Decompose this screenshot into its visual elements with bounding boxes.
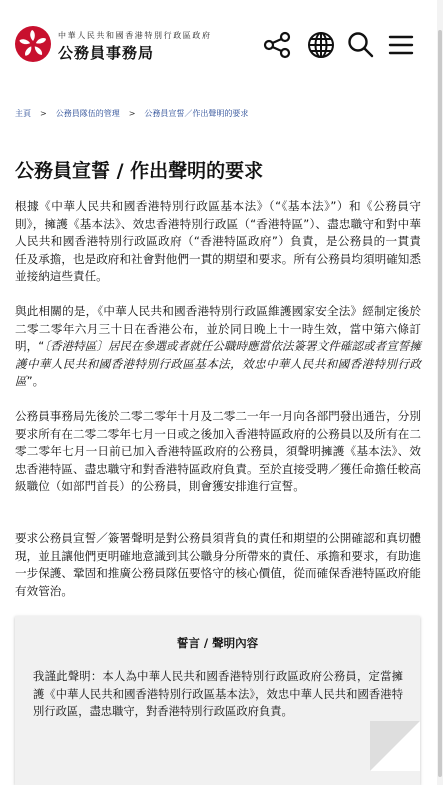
oath-content-box <box>15 616 420 785</box>
intro-paragraph: 根據《中華人民共和國香港特別行政區基本法》（“《基本法》”）和《公務員守則》，擁護《基本法》、效忠香港特別行政區（“香港特區”）、盡忠職守和對中華人民共和國香港特別行政區政府（“香港特區政府”）負責，是公務員的一貫責任及承擔，也是政府和社會對他們一貫的期望和要求。所有公務員均須明確知悉並接納這些責任。 <box>15 199 421 283</box>
breadcrumb-current-page-link[interactable]: 公務員宣誓／作出聲明的要求 <box>144 109 249 118</box>
breadcrumb-separator: > <box>40 109 47 118</box>
bureau-name[interactable]: 公務員事務局 <box>58 44 155 62</box>
breadcrumb-separator: > <box>128 109 136 118</box>
quoted-article-text: 〔香港特區〕居民在參選或者就任公職時應當依法簽署文件確認或者宣誓擁護中華人民共和國香港特別行政區基本法，效忠中華人民共和國香港特別行政區 <box>15 339 421 388</box>
page-title: 公務員宣誓 / 作出聲明的要求 <box>15 160 264 182</box>
bauhinia-icon <box>15 26 51 62</box>
purpose-paragraph: 要求公務員宣誓／簽署聲明是對公務員須背負的責任和期望的公開確認和真切體現，並且讓他們更明確地意識到其公職身分所帶來的責任、承擔和要求，有助進一步保護、鞏固和推廣公務員隊伍要恪守的核心價值，從而確保香港特區政府能有效管治。 <box>15 531 421 598</box>
paragraph-text-end: ”。 <box>26 374 45 388</box>
government-name: 中華人民共和國香港特別行政區政府 <box>58 31 212 40</box>
search-icon[interactable] <box>346 30 376 60</box>
hksar-emblem-logo[interactable] <box>15 26 51 62</box>
paragraph-text: 與此相關的是，《中華人民共和國香港特別行政區維護國家安全法》經制定後於二零二零年六月三十日在香港公布，並於同日晚上十一時生效，當中第六條訂明，“ <box>15 304 421 353</box>
breadcrumb-home-link[interactable]: 主頁 <box>15 109 31 118</box>
breadcrumb-civil-service-management-link[interactable]: 公務員隊伍的管理 <box>55 109 120 118</box>
globe-icon[interactable] <box>306 30 336 60</box>
breadcrumb <box>15 108 248 119</box>
site-header <box>0 0 437 88</box>
scrollbar-thumb[interactable] <box>438 30 442 777</box>
circulars-paragraph: 公務員事務局先後於二零二零年十月及二零二一年一月向各部門發出通告，分別要求所有在二零二零年七月一日或之後加入香港特區政府的公務員以及所有在二零二零年七月一日前已加入香港特區政府的公務員，須聲明擁護《基本法》、效忠香港特區、盡忠職守和對香港特區政府負責。至於直接受聘／獲任命擔任較高級職位（如部門首長）的公務員，則會獲安排進行宣誓。 <box>15 409 421 493</box>
national-security-law-paragraph <box>15 303 421 391</box>
share-icon[interactable] <box>262 30 292 60</box>
page-fold-decoration <box>370 721 420 771</box>
menu-icon[interactable] <box>386 30 416 60</box>
vertical-scrollbar[interactable] <box>437 0 443 785</box>
oath-text: 我謹此聲明：本人為中華人民共和國香港特別行政區政府公務員，定當擁護《中華人民共和國香港特別行政區基本法》，效忠中華人民共和國香港特別行政區，盡忠職守，對香港特別行政區政府負責。 <box>33 670 403 718</box>
oath-title: 誓言 / 聲明內容 <box>176 636 259 650</box>
